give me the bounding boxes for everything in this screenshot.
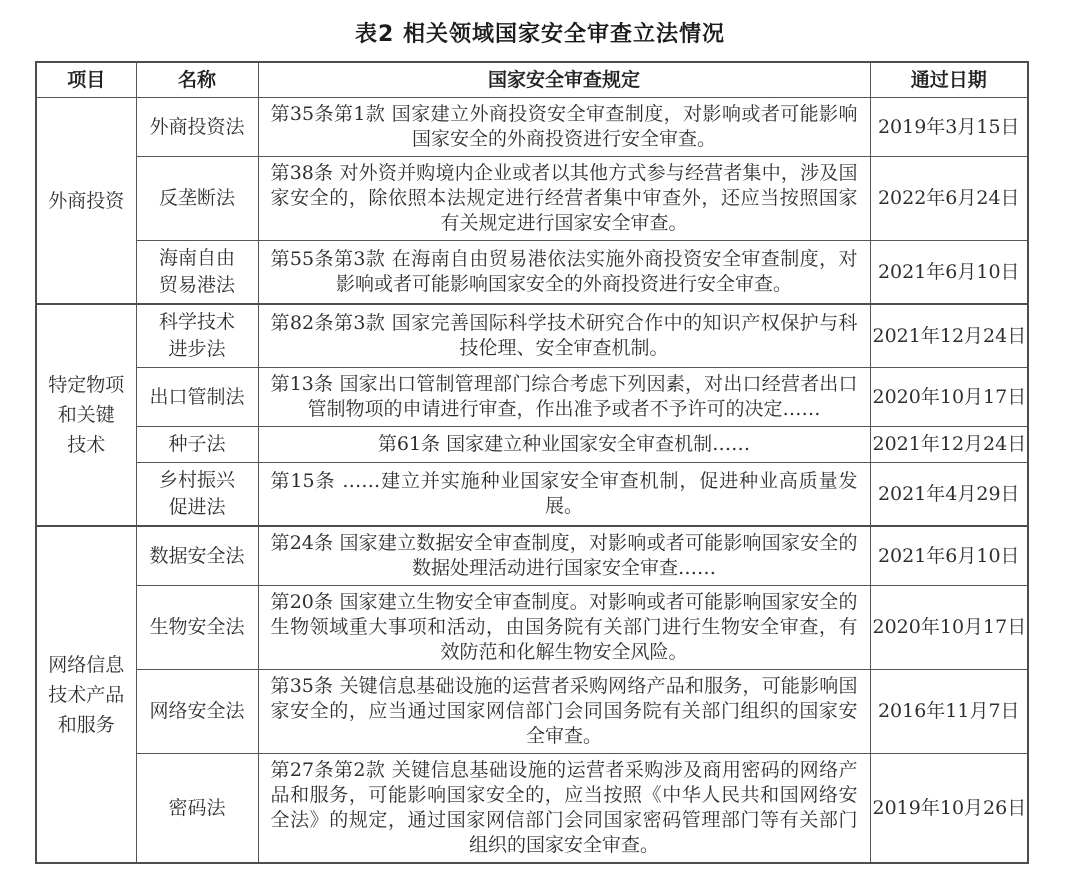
date-cell: 2021年12月24日 (870, 427, 1028, 463)
law-name-cell (136, 670, 258, 754)
date-cell: 2020年10月17日 (870, 368, 1028, 427)
table-row (36, 754, 1028, 864)
law-name-line: 反垄断法 (158, 187, 235, 209)
law-name-line: 外商投资法 (149, 115, 245, 138)
provision-cell: 第82条第3款 国家完善国际科学技术研究合作中的知识产权保护与科技伦理、安全审查机制。 (258, 304, 870, 368)
law-name-cell (136, 463, 258, 527)
law-name-cell (136, 157, 258, 241)
law-name-line: 促进法 (168, 496, 226, 518)
law-name-cell (136, 526, 258, 586)
law-name-line: 生物安全法 (149, 616, 245, 638)
legislation-table (35, 61, 1029, 864)
law-name-line: 海南自由 (158, 247, 235, 269)
law-name-line: 贸易港法 (158, 274, 235, 296)
law-name-cell (136, 368, 258, 427)
group-label-line: 和服务 (57, 713, 115, 736)
table-row (36, 670, 1028, 754)
date-cell: 2022年6月24日 (870, 157, 1028, 241)
provision-cell: 第38条 对外资并购境内企业或者以其他方式参与经营者集中，涉及国家安全的，除依照本法规定进行经营者集中审查外，还应当按照国家有关规定进行国家安全审查。 (258, 157, 870, 241)
group-cell (36, 526, 136, 863)
provision-cell: 第24条 国家建立数据安全审查制度，对影响或者可能影响国家安全的数据处理活动进行国家安全审查…… (258, 526, 870, 586)
law-name-cell (136, 304, 258, 368)
group-label-line: 技术 (67, 434, 106, 456)
provision-cell: 第15条 ……建立并实施种业国家安全审查机制，促进种业高质量发展。 (258, 463, 870, 527)
column-header-date: 通过日期 (870, 62, 1028, 98)
group-label-line: 和关键 (57, 404, 115, 426)
provision-cell: 第20条 国家建立生物安全审查制度。对影响或者可能影响国家安全的生物领域重大事项和活动，由国务院有关部门进行生物安全审查，有效防范和化解生物安全风险。 (258, 586, 870, 670)
table-row (36, 304, 1028, 368)
date-cell: 2019年10月26日 (870, 754, 1028, 864)
law-name-line: 出口管制法 (149, 385, 245, 408)
group-label-line: 技术产品 (48, 683, 125, 706)
law-name-line: 乡村振兴 (158, 469, 235, 491)
date-cell: 2020年10月17日 (870, 586, 1028, 670)
date-cell: 2016年11月7日 (870, 670, 1028, 754)
law-name-cell (136, 98, 258, 157)
law-name-line: 数据安全法 (149, 544, 245, 567)
column-header-provision: 国家安全审查规定 (258, 62, 870, 98)
date-cell: 2021年12月24日 (870, 304, 1028, 368)
provision-cell: 第13条 国家出口管制管理部门综合考虑下列因素，对出口经营者出口管制物项的申请进行审查，作出准予或者不予许可的决定…… (258, 368, 870, 427)
law-name-cell (136, 427, 258, 463)
table-body (36, 98, 1028, 864)
date-cell: 2021年6月10日 (870, 241, 1028, 305)
provision-cell: 第35条 关键信息基础设施的运营者采购网络产品和服务，可能影响国家安全的，应当通过国家网信部门会同国务院有关部门组织的国家安全审查。 (258, 670, 870, 754)
table-row (36, 98, 1028, 157)
provision-cell: 第55条第3款 在海南自由贸易港依法实施外商投资安全审查制度，对影响或者可能影响国家安全的外商投资进行安全审查。 (258, 241, 870, 305)
group-cell (36, 98, 136, 305)
table-row (36, 526, 1028, 586)
table-row (36, 427, 1028, 463)
column-header-name: 名称 (136, 62, 258, 98)
group-label-line: 网络信息 (48, 653, 125, 676)
date-cell: 2019年3月15日 (870, 98, 1028, 157)
table-row (36, 586, 1028, 670)
table-row (36, 368, 1028, 427)
group-cell (36, 304, 136, 526)
table-header-row (36, 62, 1028, 98)
law-name-line: 科学技术 (158, 311, 235, 333)
law-name-line: 密码法 (168, 796, 226, 819)
law-name-cell (136, 241, 258, 305)
date-cell: 2021年4月29日 (870, 463, 1028, 527)
provision-cell: 第61条 国家建立种业国家安全审查机制…… (258, 427, 870, 463)
law-name-line: 种子法 (168, 433, 226, 455)
column-header-project: 项目 (36, 62, 136, 98)
provision-cell: 第35条第1款 国家建立外商投资安全审查制度，对影响或者可能影响国家安全的外商投资进行安全审查。 (258, 98, 870, 157)
date-cell: 2021年6月10日 (870, 526, 1028, 586)
provision-cell: 第27条第2款 关键信息基础设施的运营者采购涉及商用密码的网络产品和服务，可能影响国家安全的，应当按照《中华人民共和国网络安全法》的规定，通过国家网信部门会同国家密码管理部门等有关部门组织的国家安全审查。 (258, 754, 870, 864)
law-name-line: 进步法 (168, 338, 226, 360)
page-title: 表2 相关领域国家安全审查立法情况 (355, 22, 725, 47)
law-name-cell (136, 586, 258, 670)
law-name-line: 网络安全法 (149, 700, 245, 722)
group-label-line: 特定物项 (48, 374, 125, 396)
table-row (36, 463, 1028, 527)
group-label-line: 外商投资 (48, 189, 125, 212)
law-name-cell (136, 754, 258, 864)
table-row (36, 241, 1028, 305)
table-row (36, 157, 1028, 241)
